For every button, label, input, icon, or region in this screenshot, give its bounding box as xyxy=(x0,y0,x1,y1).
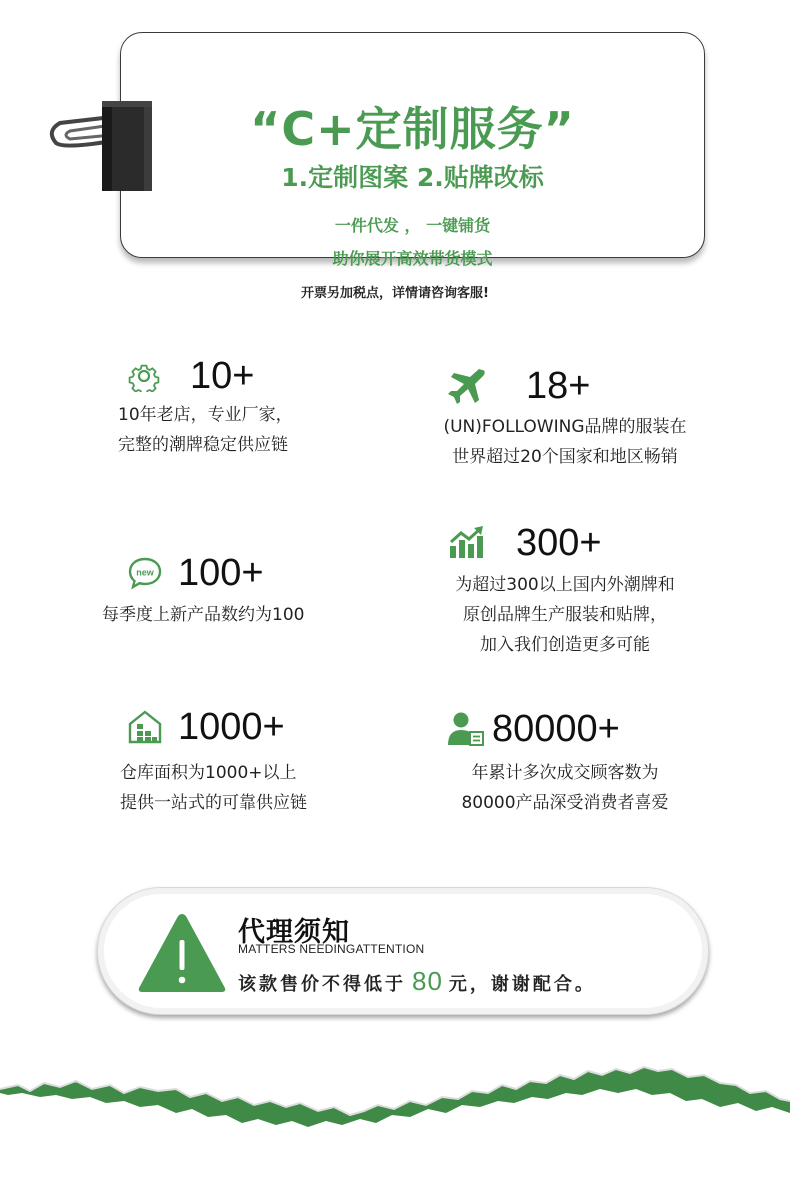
new-badge-icon xyxy=(128,556,162,590)
stat-line: (UN)FOLLOWING品牌的服装在 xyxy=(443,417,687,437)
warning-icon xyxy=(136,910,228,996)
svg-text:new: new xyxy=(136,567,154,578)
service-title: “C+定制服务” xyxy=(250,102,575,156)
notice-title: 代理须知 xyxy=(238,917,350,948)
notice-text-after: 元，谢谢配合。 xyxy=(448,974,596,995)
stat-line: 为超过300以上国内外潮牌和 xyxy=(455,575,675,595)
service-line-mode: 助你展开高效带货模式 xyxy=(332,249,493,268)
stat-number: 300+ xyxy=(516,522,602,564)
stat-line: 世界超过20个国家和地区畅销 xyxy=(452,447,678,467)
service-line-dropship: 一件代发 ， 一键铺货 xyxy=(334,216,491,235)
stat-line: 仓库面积为1000+以上 xyxy=(120,763,297,783)
stat-line: 提供一站式的可靠供应链 xyxy=(120,793,307,813)
stat-number: 80000+ xyxy=(492,708,620,750)
stat-line: 完整的潮牌稳定供应链 xyxy=(118,435,288,455)
airplane-icon xyxy=(448,366,488,406)
stat-number: 100+ xyxy=(178,552,264,594)
notice-text-before: 该款售价不得低于 xyxy=(238,974,406,995)
notice-text xyxy=(238,966,596,997)
stat-number: 10+ xyxy=(190,355,255,397)
gear-icon xyxy=(128,360,160,392)
stat-number: 18+ xyxy=(526,365,591,407)
service-subtitle: 1.定制图案 2.贴牌改标 xyxy=(281,163,544,192)
stat-line: 加入我们创造更多可能 xyxy=(480,635,650,655)
tax-note: 开票另加税点，详情请咨询客服! xyxy=(301,286,489,301)
stat-line: 原创品牌生产服装和贴牌， xyxy=(463,605,667,625)
stat-line: 80000产品深受消费者喜爱 xyxy=(461,793,669,813)
stat-line: 每季度上新产品数约为100 xyxy=(102,605,305,625)
warehouse-icon xyxy=(128,710,162,744)
customer-icon xyxy=(448,711,484,747)
torn-paper-decoration xyxy=(0,1055,790,1135)
growth-chart-icon xyxy=(448,526,484,560)
service-card xyxy=(120,32,705,268)
notice-subtitle-en: MATTERS NEEDINGATTENTION xyxy=(238,942,425,956)
agent-notice xyxy=(97,887,709,1015)
binder-clip-icon xyxy=(40,95,165,195)
stat-line: 年累计多次成交顾客数为 xyxy=(471,763,659,783)
price-amount: 80 xyxy=(412,966,443,996)
stat-line: 10年老店，专业厂家， xyxy=(118,405,293,425)
stat-number: 1000+ xyxy=(178,706,285,748)
